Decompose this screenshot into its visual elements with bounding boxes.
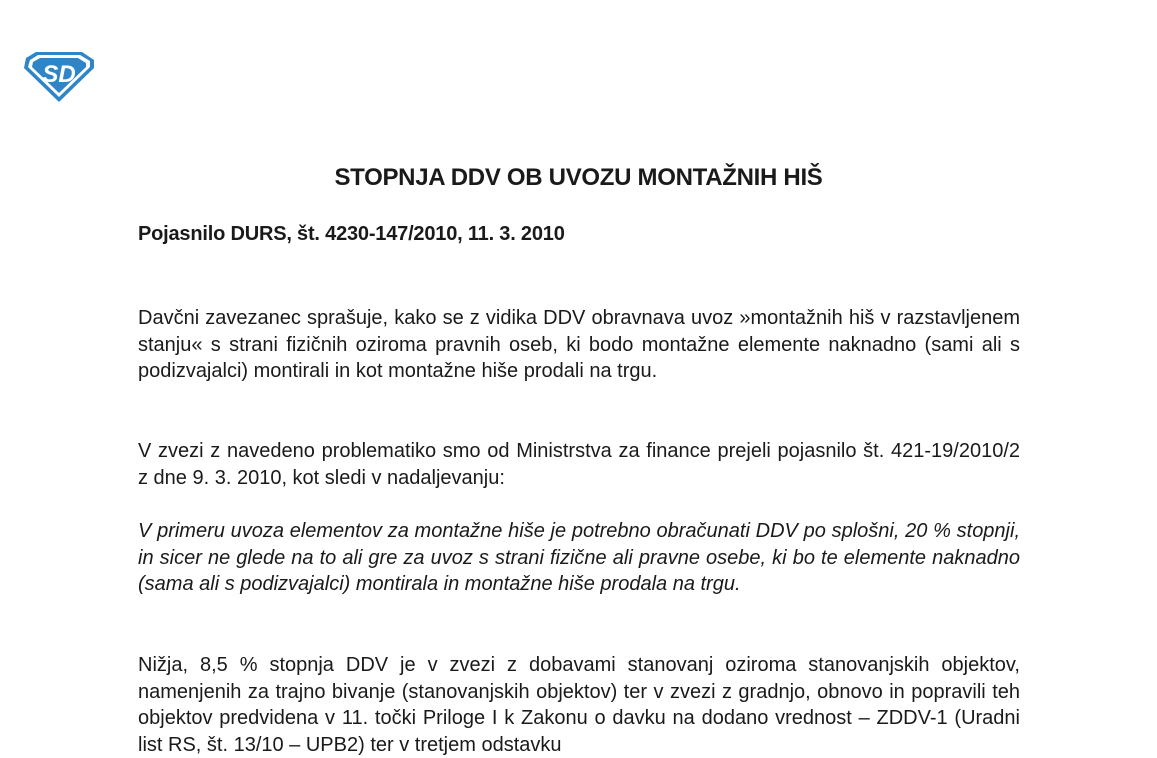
paragraph-reduced-rate: Nižja, 8,5 % stopnja DDV je v zvezi z dobavami stanovanj oziroma stanovanjskih objektov, namenjenih za trajno bivanje (stanovanjskih objektov) ter v zvezi z gradnjo, obnovo in popravili teh objektov predvidena v 11. točki Priloge I k Zakonu o davku na dodano vrednost – ZDDV-1 (Uradni list RS, št. 13/10 – UPB2) ter v tretjem odstavku: [138, 654, 1020, 756]
paragraph-question: Davčni zavezanec sprašuje, kako se z vidika DDV obravnava uvoz »montažnih hiš v razstavljenem stanju« s strani fizičnih oziroma pravnih oseb, ki bodo montažne elemente naknadno (sami ali s podizvajalci) montirali in kot montažne hiše prodali na trgu.: [138, 307, 1020, 382]
paragraph-ministry-answer: V primeru uvoza elementov za montažne hiše je potrebno obračunati DDV po splošni, 20 % stopnji, in sicer ne glede na to ali gre za uvoz s strani fizične ali pravne osebe, ki bo te elemente naknadno (sama ali s podizvajalci) montirala in montažne hiše prodala na trgu.: [138, 520, 1020, 595]
company-logo: [22, 50, 96, 104]
sd-shield-logo-icon: [22, 50, 96, 104]
svg-text:SD: SD: [42, 61, 76, 88]
document-subtitle: Pojasnilo DURS, št. 4230-147/2010, 11. 3. 2010: [138, 223, 565, 245]
document-title: STOPNJA DDV OB UVOZU MONTAŽNIH HIŠ: [334, 164, 823, 191]
paragraph-ministry-reference: V zvezi z navedeno problematiko smo od Ministrstva za finance prejeli pojasnilo št. 421-19/2010/2 z dne 9. 3. 2010, kot sledi v nadaljevanju:: [138, 440, 1020, 489]
